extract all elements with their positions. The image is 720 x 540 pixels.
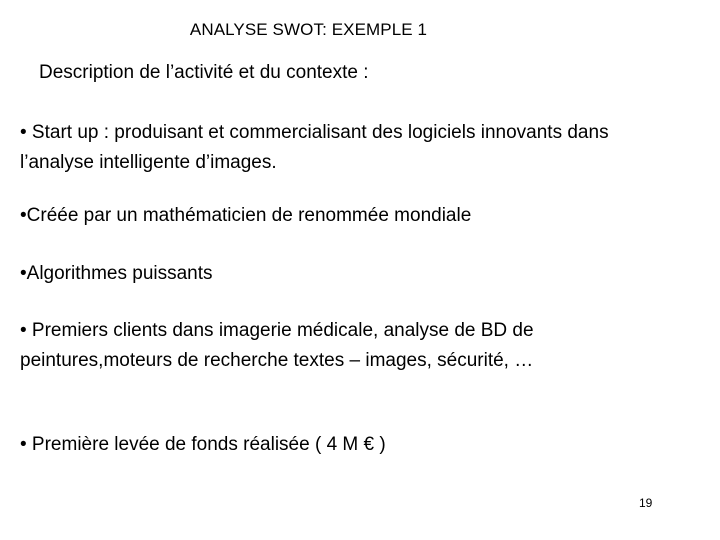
bullet-founder: •Créée par un mathématicien de renommée mondiale xyxy=(20,205,472,226)
slide-subtitle: Description de l’activité et du contexte : xyxy=(39,62,369,83)
bullet-startup: • Start up : produisant et commercialisant des logiciels innovants dans l’analyse intelligente d’images. xyxy=(20,122,609,173)
bullet-first-clients: • Premiers clients dans imagerie médicale, analyse de BD de peintures,moteurs de recherche textes – images, sécurité, … xyxy=(20,320,534,371)
slide-title: ANALYSE SWOT: EXEMPLE 1 xyxy=(189,20,428,39)
bullet-algorithms: •Algorithmes puissants xyxy=(20,263,213,284)
page-number: 19 xyxy=(639,496,653,510)
bullet-fundraising: • Première levée de fonds réalisée ( 4 M € ) xyxy=(20,434,386,455)
